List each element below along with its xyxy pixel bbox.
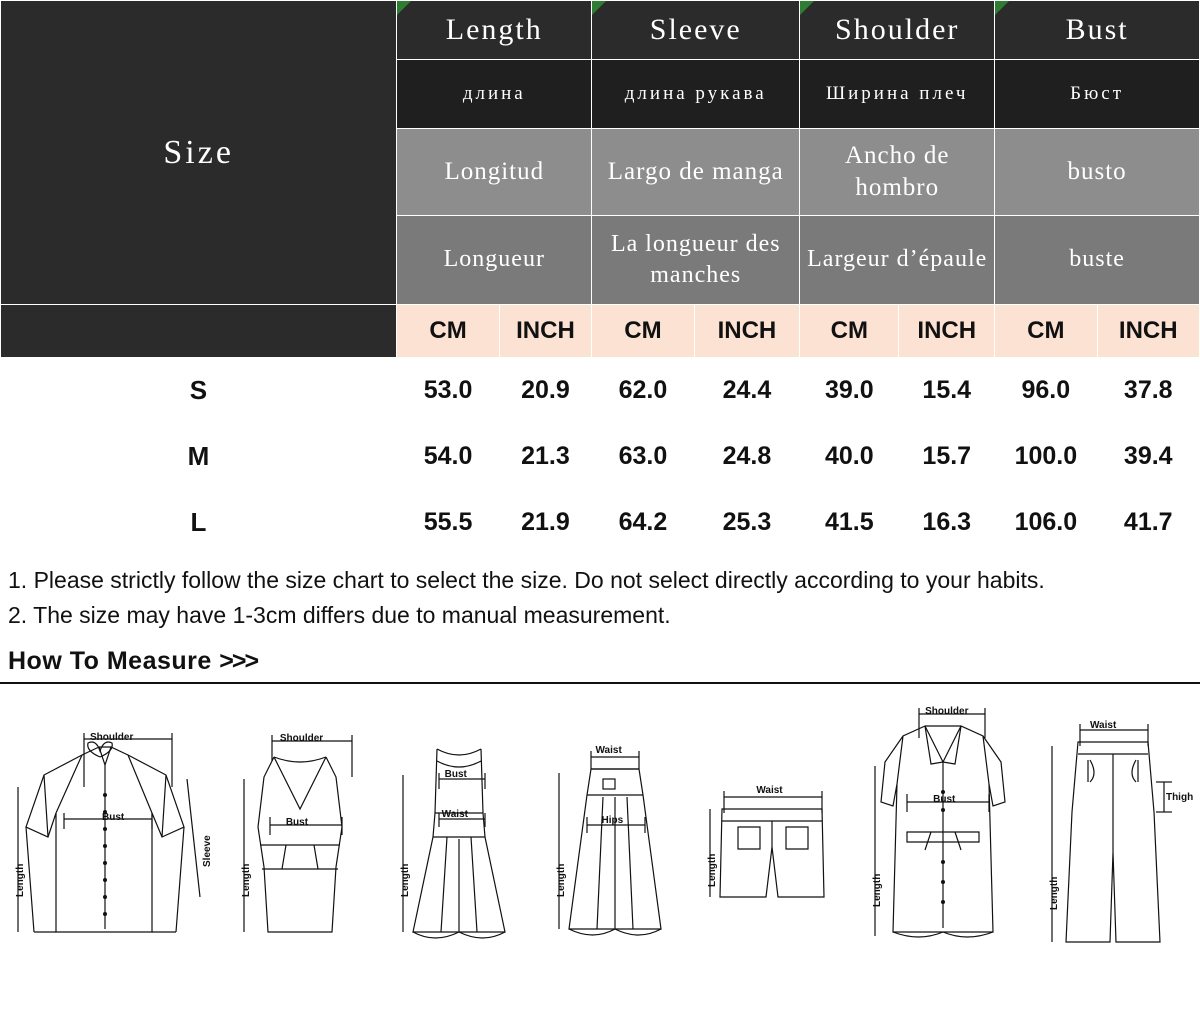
unit-shoulder-inch: INCH (899, 305, 995, 358)
corner-mark-icon (592, 1, 606, 15)
cell-sleeve-cm: 63.0 (592, 424, 694, 490)
cell-length-cm: 55.5 (397, 490, 499, 556)
figure-label-shoulder: Shoulder (90, 731, 134, 743)
size-notes (0, 556, 1200, 633)
cell-bust-cm: 96.0 (995, 358, 1097, 424)
corner-mark-icon (397, 1, 411, 15)
cell-bust-cm: 106.0 (995, 490, 1097, 556)
note-line-1: 1. Please strictly follow the size chart to select the size. Do not select directly according to your habits. (8, 567, 1045, 593)
figure-label-length: Length (15, 863, 26, 897)
shorts-illustration (698, 717, 848, 952)
unit-row (1, 305, 1200, 358)
figure-label-shoulder: Shoulder (925, 705, 969, 717)
figure-label-length: Length (707, 853, 719, 887)
cell-shoulder-inch: 16.3 (899, 490, 995, 556)
coat-illustration (863, 692, 1023, 952)
col-header-sleeve-ru: длина рукава (592, 60, 800, 129)
how-to-measure-title (8, 647, 1200, 676)
cell-sleeve-inch: 25.3 (694, 490, 800, 556)
cell-sleeve-inch: 24.8 (694, 424, 800, 490)
figure-trousers (1038, 702, 1194, 952)
blouse-illustration (4, 717, 209, 952)
unit-bust-cm: CM (995, 305, 1097, 358)
corner-mark-icon (995, 1, 1009, 15)
dress-illustration (389, 717, 529, 952)
col-header-shoulder-fr: Largeur d’épaule (800, 216, 995, 305)
col-header-length-en (397, 1, 592, 60)
figure-coat (863, 692, 1023, 952)
figure-label-length: Length (1048, 876, 1060, 910)
cell-sleeve-inch: 24.4 (694, 358, 800, 424)
cell-length-cm: 53.0 (397, 358, 499, 424)
figure-label-waist: Waist (1089, 719, 1117, 731)
figure-label-bust: Bust (444, 768, 467, 780)
unit-length-inch: INCH (499, 305, 592, 358)
cell-length-inch: 21.3 (499, 424, 592, 490)
col-header-shoulder-ru: Ширина плеч (800, 60, 995, 129)
unit-row-blank (1, 305, 397, 358)
figure-label-thigh: Thigh (1165, 791, 1194, 803)
header-row-english (1, 1, 1200, 60)
col-header-sleeve-fr: La longueur des manches (592, 216, 800, 305)
cell-bust-inch: 39.4 (1097, 424, 1199, 490)
figure-label-waist: Waist (595, 744, 622, 756)
cell-shoulder-inch: 15.4 (899, 358, 995, 424)
col-header-sleeve-en-text: Sleeve (649, 13, 742, 46)
figure-label-hips: Hips (601, 814, 624, 826)
size-header-cell: Size (1, 1, 397, 305)
figure-label-shoulder: Shoulder (279, 732, 324, 744)
row-size-label: S (1, 358, 397, 424)
cell-shoulder-inch: 15.7 (899, 424, 995, 490)
col-header-shoulder-en (800, 1, 995, 60)
table-row (1, 424, 1200, 490)
cell-sleeve-cm: 62.0 (592, 358, 694, 424)
chevron-right-icon: >>> (219, 646, 258, 675)
cell-length-cm: 54.0 (397, 424, 499, 490)
col-header-sleeve-en (592, 1, 800, 60)
col-header-sleeve-es: Largo de manga (592, 129, 800, 216)
unit-bust-inch: INCH (1097, 305, 1199, 358)
cell-shoulder-cm: 39.0 (800, 358, 899, 424)
col-header-bust-en (995, 1, 1200, 60)
row-size-label: M (1, 424, 397, 490)
how-to-measure-text: How To Measure (8, 646, 212, 675)
col-header-shoulder-en-text: Shoulder (835, 13, 960, 46)
figure-blouse (4, 717, 213, 952)
col-header-length-es: Longitud (397, 129, 592, 216)
cell-length-inch: 21.9 (499, 490, 592, 556)
col-header-bust-fr: buste (995, 216, 1200, 305)
col-header-bust-en-text: Bust (1065, 13, 1129, 46)
figure-label-bust: Bust (102, 811, 125, 823)
figure-label-sleeve: Sleeve (202, 834, 213, 867)
camisole-illustration (224, 717, 374, 952)
cell-shoulder-cm: 41.5 (800, 490, 899, 556)
row-size-label: L (1, 490, 397, 556)
figure-dress (389, 717, 529, 952)
figure-camisole (224, 717, 374, 952)
col-header-bust-es: busto (995, 129, 1200, 216)
col-header-bust-ru: Бюст (995, 60, 1200, 129)
col-header-shoulder-es: Ancho de hombro (800, 129, 995, 216)
corner-mark-icon (800, 1, 814, 15)
table-row (1, 358, 1200, 424)
unit-sleeve-inch: INCH (694, 305, 800, 358)
figure-shorts (698, 717, 848, 952)
cell-length-inch: 20.9 (499, 358, 592, 424)
figure-label-waist: Waist (441, 808, 468, 820)
note-line-2: 2. The size may have 1-3cm differs due to manual measurement. (8, 602, 671, 629)
cell-bust-cm: 100.0 (995, 424, 1097, 490)
cell-shoulder-cm: 40.0 (800, 424, 899, 490)
figure-label-bust: Bust (285, 816, 309, 828)
figure-label-length: Length (399, 863, 411, 897)
cell-bust-inch: 37.8 (1097, 358, 1199, 424)
cell-bust-inch: 41.7 (1097, 490, 1199, 556)
unit-shoulder-cm: CM (800, 305, 899, 358)
table-row (1, 490, 1200, 556)
measure-figure-strip (0, 684, 1192, 952)
cell-sleeve-cm: 64.2 (592, 490, 694, 556)
col-header-length-en-text: Length (445, 13, 543, 46)
trousers-illustration (1038, 702, 1188, 952)
col-header-length-ru: длина (397, 60, 592, 129)
figure-label-length: Length (240, 863, 252, 897)
unit-sleeve-cm: CM (592, 305, 694, 358)
figure-label-length: Length (556, 863, 568, 897)
figure-skirt (543, 717, 683, 952)
figure-label-waist: Waist (756, 784, 783, 796)
col-header-length-fr: Longueur (397, 216, 592, 305)
figure-label-length: Length (872, 873, 884, 907)
unit-length-cm: CM (397, 305, 499, 358)
figure-label-bust: Bust (933, 793, 956, 805)
